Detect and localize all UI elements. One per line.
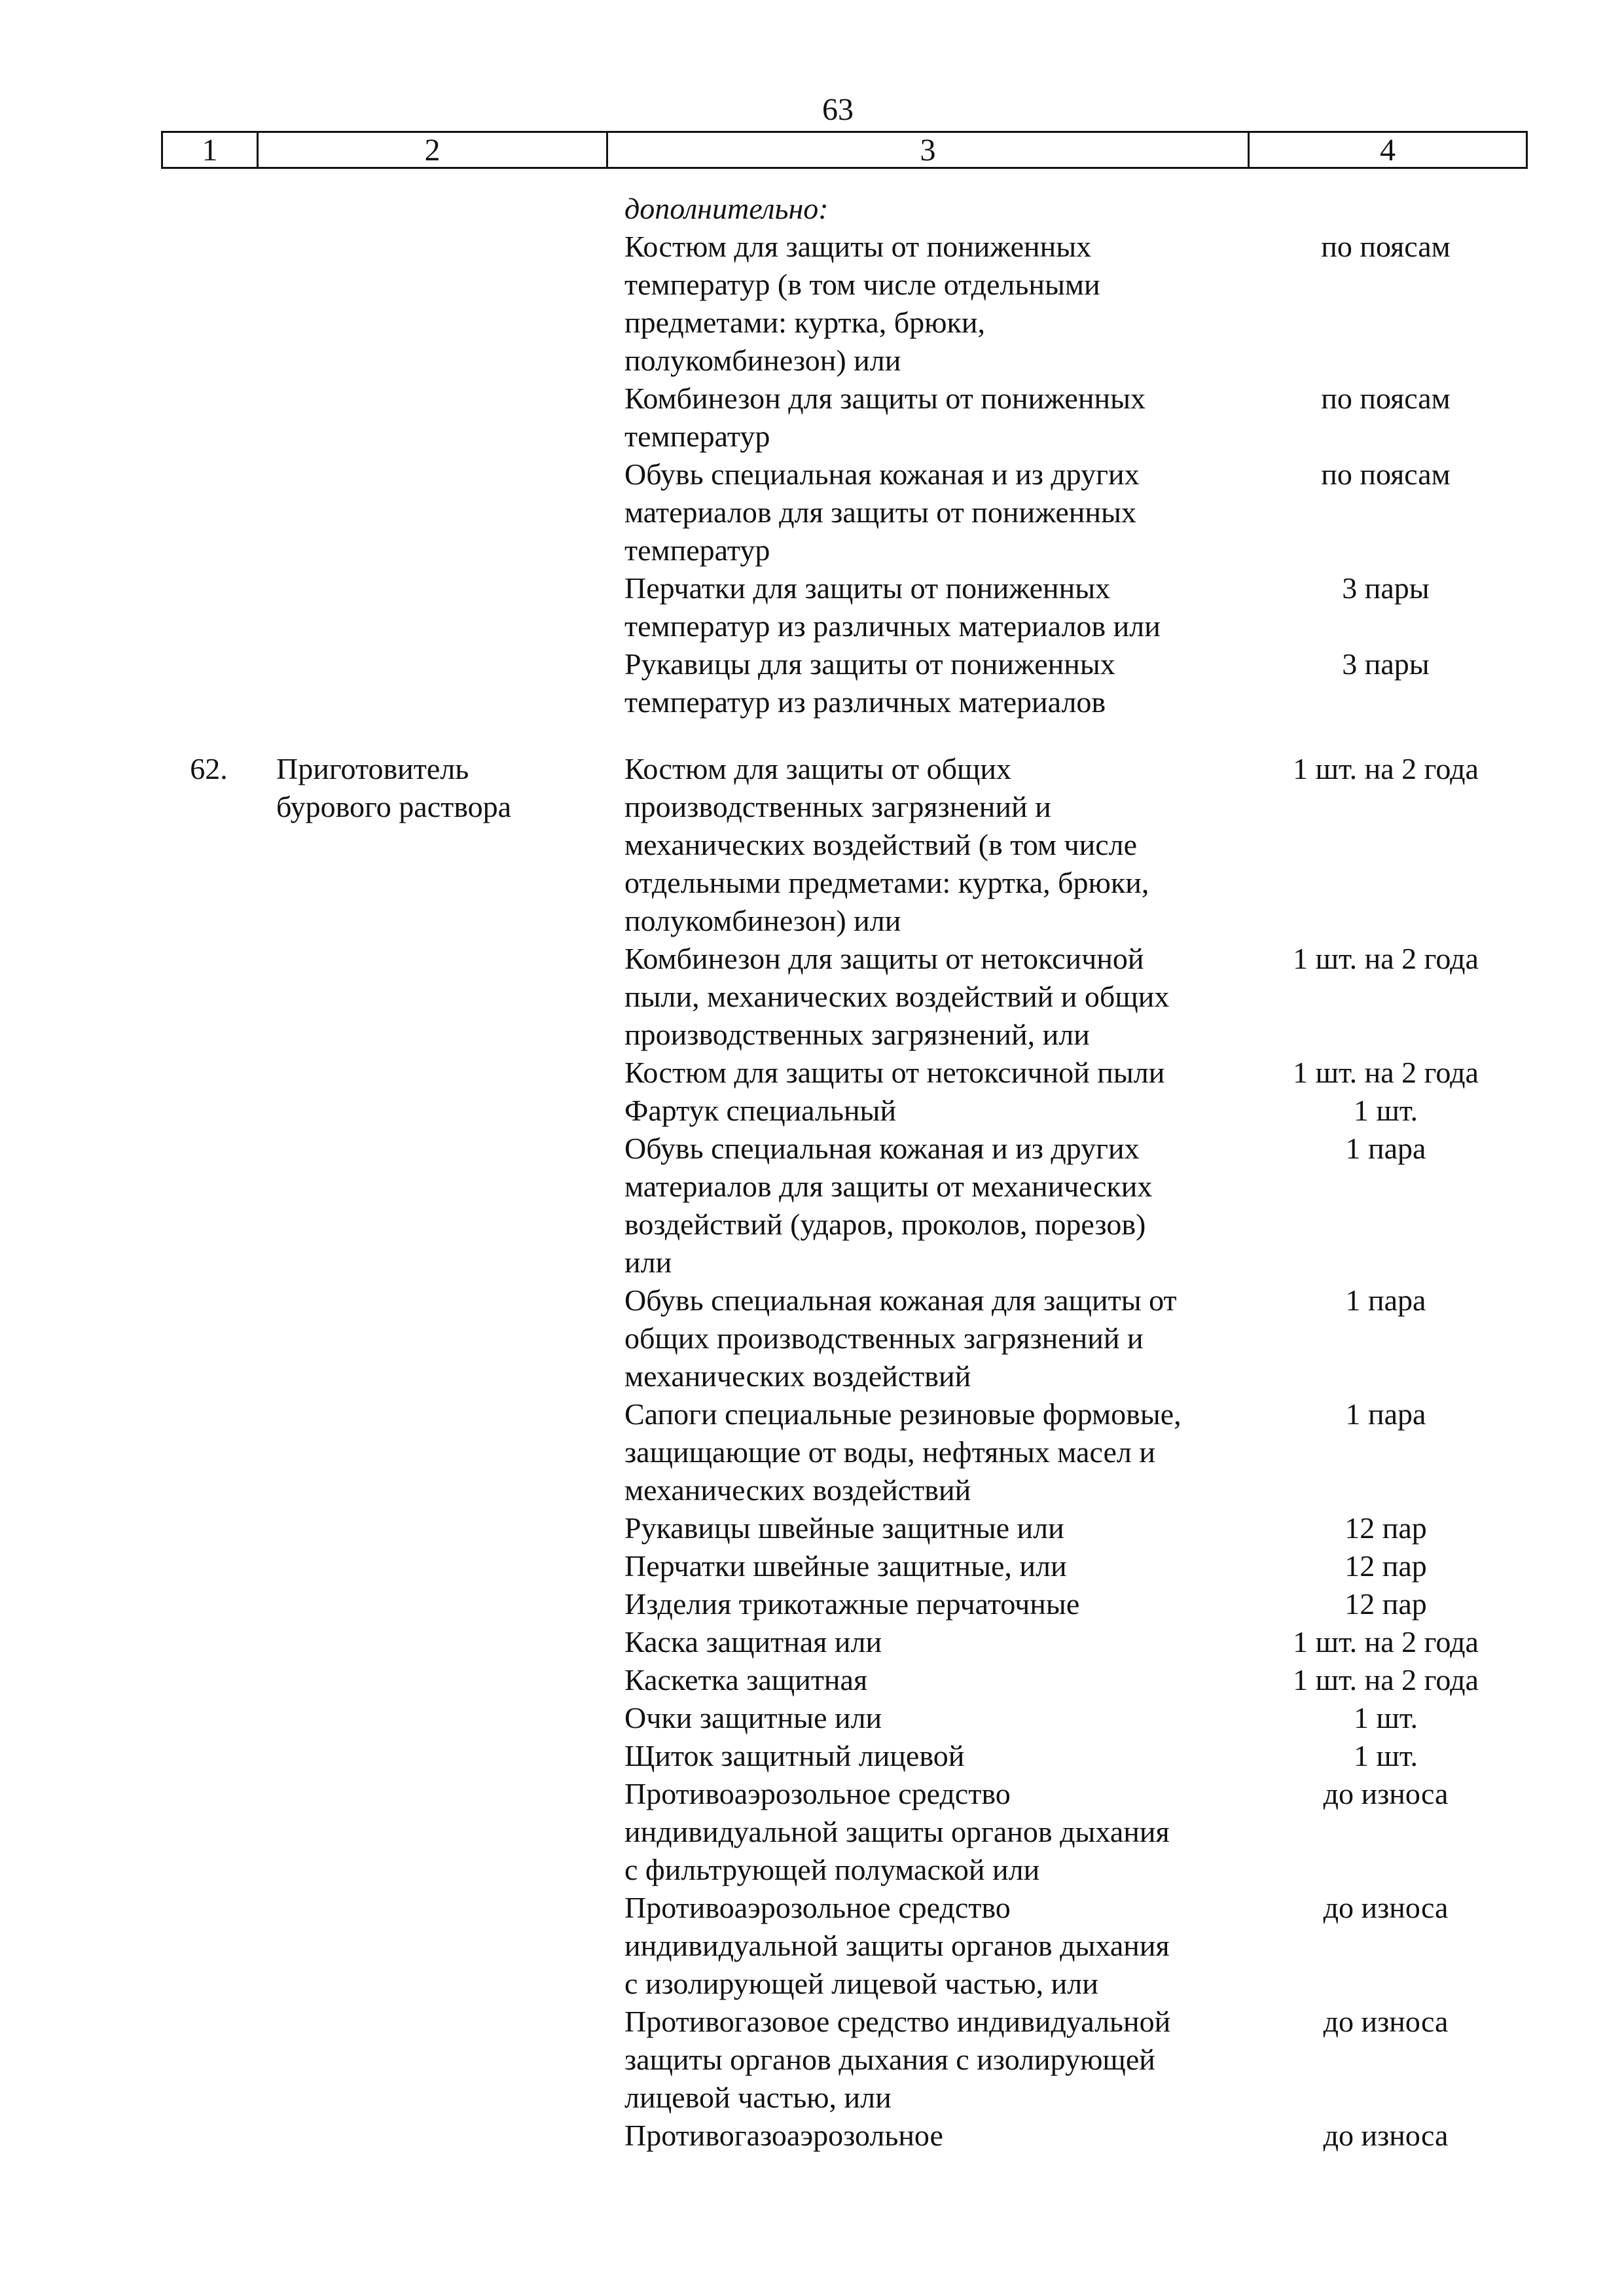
ppe-item-norm: до износа — [1323, 2119, 1449, 2152]
ppe-item-norm: 1 шт. — [1353, 1701, 1418, 1734]
table-row — [606, 1737, 1524, 1775]
column-header-4: 4 — [1380, 132, 1396, 168]
column-header-row — [161, 131, 1528, 169]
ppe-item-norm: до износа — [1323, 1891, 1449, 1924]
ppe-item-name: Обувь специальная кожаная для защиты от общих производственных загрязнений и механических воздействий — [624, 1283, 1177, 1393]
column-header-2: 2 — [259, 133, 608, 167]
ppe-item-name: Противогазовое средство индивидуальной защиты органов дыхания с изолирующей лицевой частью, или — [624, 2005, 1171, 2114]
ppe-item-norm: 1 шт. — [1353, 1094, 1418, 1127]
ppe-item-name: Противогазоаэрозольное — [624, 2119, 943, 2152]
ppe-item-norm: 1 шт. на 2 года — [1293, 1625, 1479, 1659]
ppe-item-name: Перчатки швейные защитные, или — [624, 1549, 1067, 1583]
ppe-item-norm: 3 пары — [1342, 571, 1430, 605]
ppe-item-norm: 1 шт. на 2 года — [1293, 752, 1479, 785]
ppe-item-norm: 12 пар — [1344, 1511, 1427, 1545]
profession-name: Приготовитель бурового раствора — [276, 752, 512, 823]
table-row — [606, 1092, 1524, 1130]
table-row — [606, 1699, 1524, 1737]
table-row — [161, 228, 1528, 380]
table-row — [606, 940, 1524, 1054]
table-row — [606, 1509, 1524, 1547]
column-header-1: 1 — [163, 133, 259, 167]
ppe-item-norm: 1 шт. на 2 года — [1293, 942, 1479, 975]
ppe-item-norm: до износа — [1323, 2005, 1449, 2038]
table-row — [606, 1585, 1524, 1623]
ppe-item-name: Костюм для защиты от нетоксичной пыли — [624, 1056, 1165, 1089]
ppe-item-norm: 1 шт. на 2 года — [1293, 1663, 1479, 1696]
ppe-item-norm: по поясам — [1321, 230, 1451, 263]
additional-note: дополнительно: — [624, 192, 829, 225]
ppe-item-name: Рукавицы швейные защитные или — [624, 1511, 1064, 1545]
entry-62-items — [606, 750, 1524, 2155]
table-row — [606, 2003, 1524, 2117]
ppe-item-norm: до износа — [1323, 1777, 1449, 1810]
ppe-item-name: Щиток защитный лицевой — [624, 1739, 965, 1772]
table-row — [606, 1889, 1524, 2003]
entry-number: 62. — [190, 752, 228, 785]
ppe-item-name: Перчатки для защиты от пониженных температур из различных материалов или — [624, 571, 1161, 643]
ppe-item-norm: 1 пара — [1345, 1397, 1426, 1431]
table-row — [606, 2117, 1524, 2155]
ppe-item-name: Сапоги специальные резиновые формовые, защищающие от воды, нефтяных масел и механических воздействий — [624, 1397, 1182, 1507]
table-row — [606, 1547, 1524, 1585]
ppe-item-norm: по поясам — [1321, 382, 1451, 415]
ppe-item-name: Противоаэрозольное средство индивидуальной защиты органов дыхания с изолирующей лицевой частью, или — [624, 1891, 1170, 2000]
ppe-item-name: Обувь специальная кожаная и из других материалов для защиты от пониженных температур — [624, 457, 1140, 567]
table-row — [606, 750, 1524, 940]
table-row — [606, 1282, 1524, 1395]
ppe-item-name: Изделия трикотажные перчаточные — [624, 1587, 1080, 1621]
table-row — [606, 1130, 1524, 1282]
ppe-item-name: Костюм для защиты от общих производственных загрязнений и механических воздействий (в том числе отдельными предметами: куртка, брюки, полукомбинезон) или — [624, 752, 1149, 937]
ppe-item-norm: 1 шт. — [1353, 1739, 1418, 1772]
table-row — [606, 1395, 1524, 1509]
ppe-item-norm: 3 пары — [1342, 647, 1430, 681]
table-row — [606, 1623, 1524, 1661]
ppe-item-norm: 1 шт. на 2 года — [1293, 1056, 1479, 1089]
ppe-item-name: Рукавицы для защиты от пониженных температур из различных материалов — [624, 647, 1115, 719]
ppe-item-name: Каскетка защитная — [624, 1663, 868, 1696]
ppe-item-name: Противоаэрозольное средство индивидуальной защиты органов дыхания с фильтрующей полумаской или — [624, 1777, 1170, 1886]
ppe-item-norm: по поясам — [1321, 457, 1451, 491]
column-header-3: 3 — [608, 133, 1250, 167]
page-number: 63 — [822, 92, 854, 127]
table-row — [161, 645, 1528, 721]
ppe-item-name: Фартук специальный — [624, 1094, 897, 1127]
ppe-item-norm: 12 пар — [1344, 1587, 1427, 1621]
ppe-item-name: Обувь специальная кожаная и из других материалов для защиты от механических воздействий (ударов, проколов, порезов) или — [624, 1132, 1153, 1279]
table-row — [606, 1661, 1524, 1699]
table-body — [161, 190, 1528, 2155]
table-row — [161, 456, 1528, 569]
ppe-item-name: Костюм для защиты от пониженных температур (в том числе отдельными предметами: куртка, брюки, полукомбинезон) или — [624, 230, 1100, 377]
entry-62-row — [161, 750, 1528, 2155]
ppe-item-name: Комбинезон для защиты от нетоксичной пыли, механических воздействий и общих производственных загрязнений, или — [624, 942, 1170, 1051]
ppe-item-norm: 1 пара — [1345, 1132, 1426, 1165]
table-row — [161, 380, 1528, 456]
ppe-item-norm: 1 пара — [1345, 1283, 1426, 1317]
ppe-item-name: Очки защитные или — [624, 1701, 882, 1734]
ppe-item-name: Комбинезон для защиты от пониженных температур — [624, 382, 1146, 453]
previous-entry-items — [161, 228, 1528, 721]
ppe-item-norm: 12 пар — [1344, 1549, 1427, 1583]
ppe-item-name: Каска защитная или — [624, 1625, 882, 1659]
table-row — [606, 1054, 1524, 1092]
table-row — [161, 569, 1528, 645]
continuation-note-row — [161, 190, 1528, 228]
table-row — [606, 1775, 1524, 1889]
